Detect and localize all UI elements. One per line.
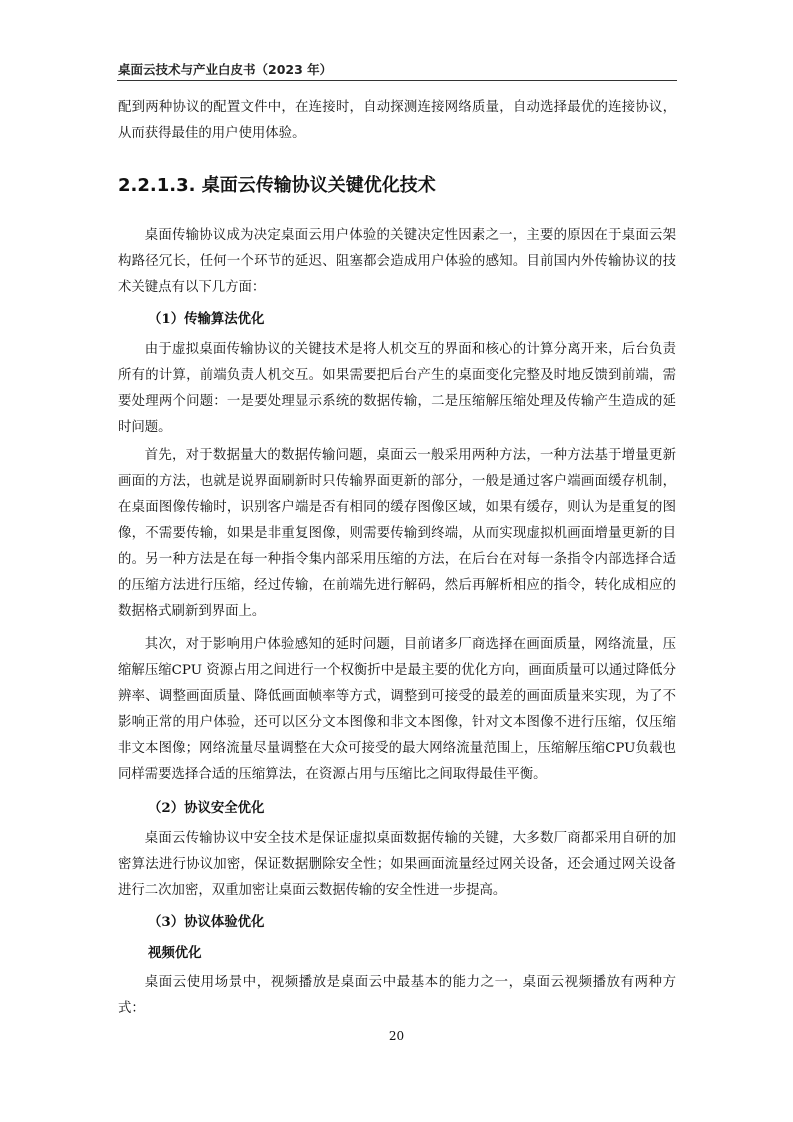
subheading-protocol-experience: （3）协议体验优化 — [148, 914, 265, 930]
subheading-video-optimization: 视频优化 — [148, 945, 202, 961]
paragraph-data-volume: 首先，对于数据量大的数据传输问题，桌面云一般采用两种方法，一种方法基于增量更新画面的方法，也就是说界面刷新时只传输界面更新的部分，一般是通过客户端画面缓存机制，在桌面图像传输时，识别客户端是否有相同的缓存图像区域，如果有缓存，则认为是重复的图像，不需要传输，如果是非重复图像，则需要传输到终端，从而实现虚拟机画面增量更新的目的。另一种方法是在每一种指令集内部采用压缩的方法，在后台在对每一条指令内部选择合适的压缩方法进行压缩，经过传输，在前端先进行解码，然后再解析相应的指令，转化成相应的数据格式刷新到界面上。 — [118, 448, 676, 619]
section-heading: 2.2.1.3. 桌面云传输协议关键优化技术 — [118, 175, 436, 196]
page-number: 20 — [388, 1029, 405, 1043]
subheading-protocol-security: （2）协议安全优化 — [148, 800, 265, 816]
paragraph-overview: 桌面传输协议成为决定桌面云用户体验的关键决定性因素之一，主要的原因在于桌面云架构路径冗长，任何一个环节的延迟、阻塞都会造成用户体验的感知。目前国内外传输协议的技术关键点有以下几方面： — [118, 228, 676, 295]
paragraph-latency: 其次，对于影响用户体验感知的延时问题，目前诸多厂商选择在画面质量，网络流量，压缩解压缩CPU 资源占用之间进行一个权衡折中是最主要的优化方向，画面质量可以通过降低分辨率、调整画面质量、降低画面帧率等方式，调整到可接受的最差的画面质量来实现，为了不影响正常的用户体验，还可以区分文本图像和非文本图像，针对文本图像不进行压缩，仅压缩非文本图像；网络流量尽量调整在大众可接受的最大网络流量范围上，压缩解压缩CPU负载也同样需要选择合适的压缩算法，在资源占用与压缩比之间取得最佳平衡。 — [118, 637, 676, 782]
header-divider — [117, 80, 677, 81]
paragraph-video: 桌面云使用场景中，视频播放是桌面云中最基本的能力之一，桌面云视频播放有两种方式： — [118, 975, 676, 1016]
intro-paragraph: 配到两种协议的配置文件中，在连接时，自动探测连接网络质量，自动选择最优的连接协议，从而获得最佳的用户使用体验。 — [118, 100, 676, 141]
paragraph-architecture: 由于虚拟桌面传输协议的关键技术是将人机交互的界面和核心的计算分离开来，后台负责所有的计算，前端负责人机交互。如果需要把后台产生的桌面变化完整及时地反馈到前端，需要处理两个问题：一是要处理显示系统的数据传输，二是压缩解压缩处理及传输产生造成的延时问题。 — [118, 342, 676, 435]
subheading-transmission-algorithm: （1）传输算法优化 — [148, 311, 265, 327]
running-header: 桌面云技术与产业白皮书（2023 年） — [118, 62, 333, 77]
paragraph-security: 桌面云传输协议中安全技术是保证虚拟桌面数据传输的关键，大多数厂商都采用自研的加密算法进行协议加密，保证数据删除安全性；如果画面流量经过网关设备，还会通过网关设备进行二次加密，双重加密让桌面云数据传输的安全性进一步提高。 — [118, 831, 676, 898]
